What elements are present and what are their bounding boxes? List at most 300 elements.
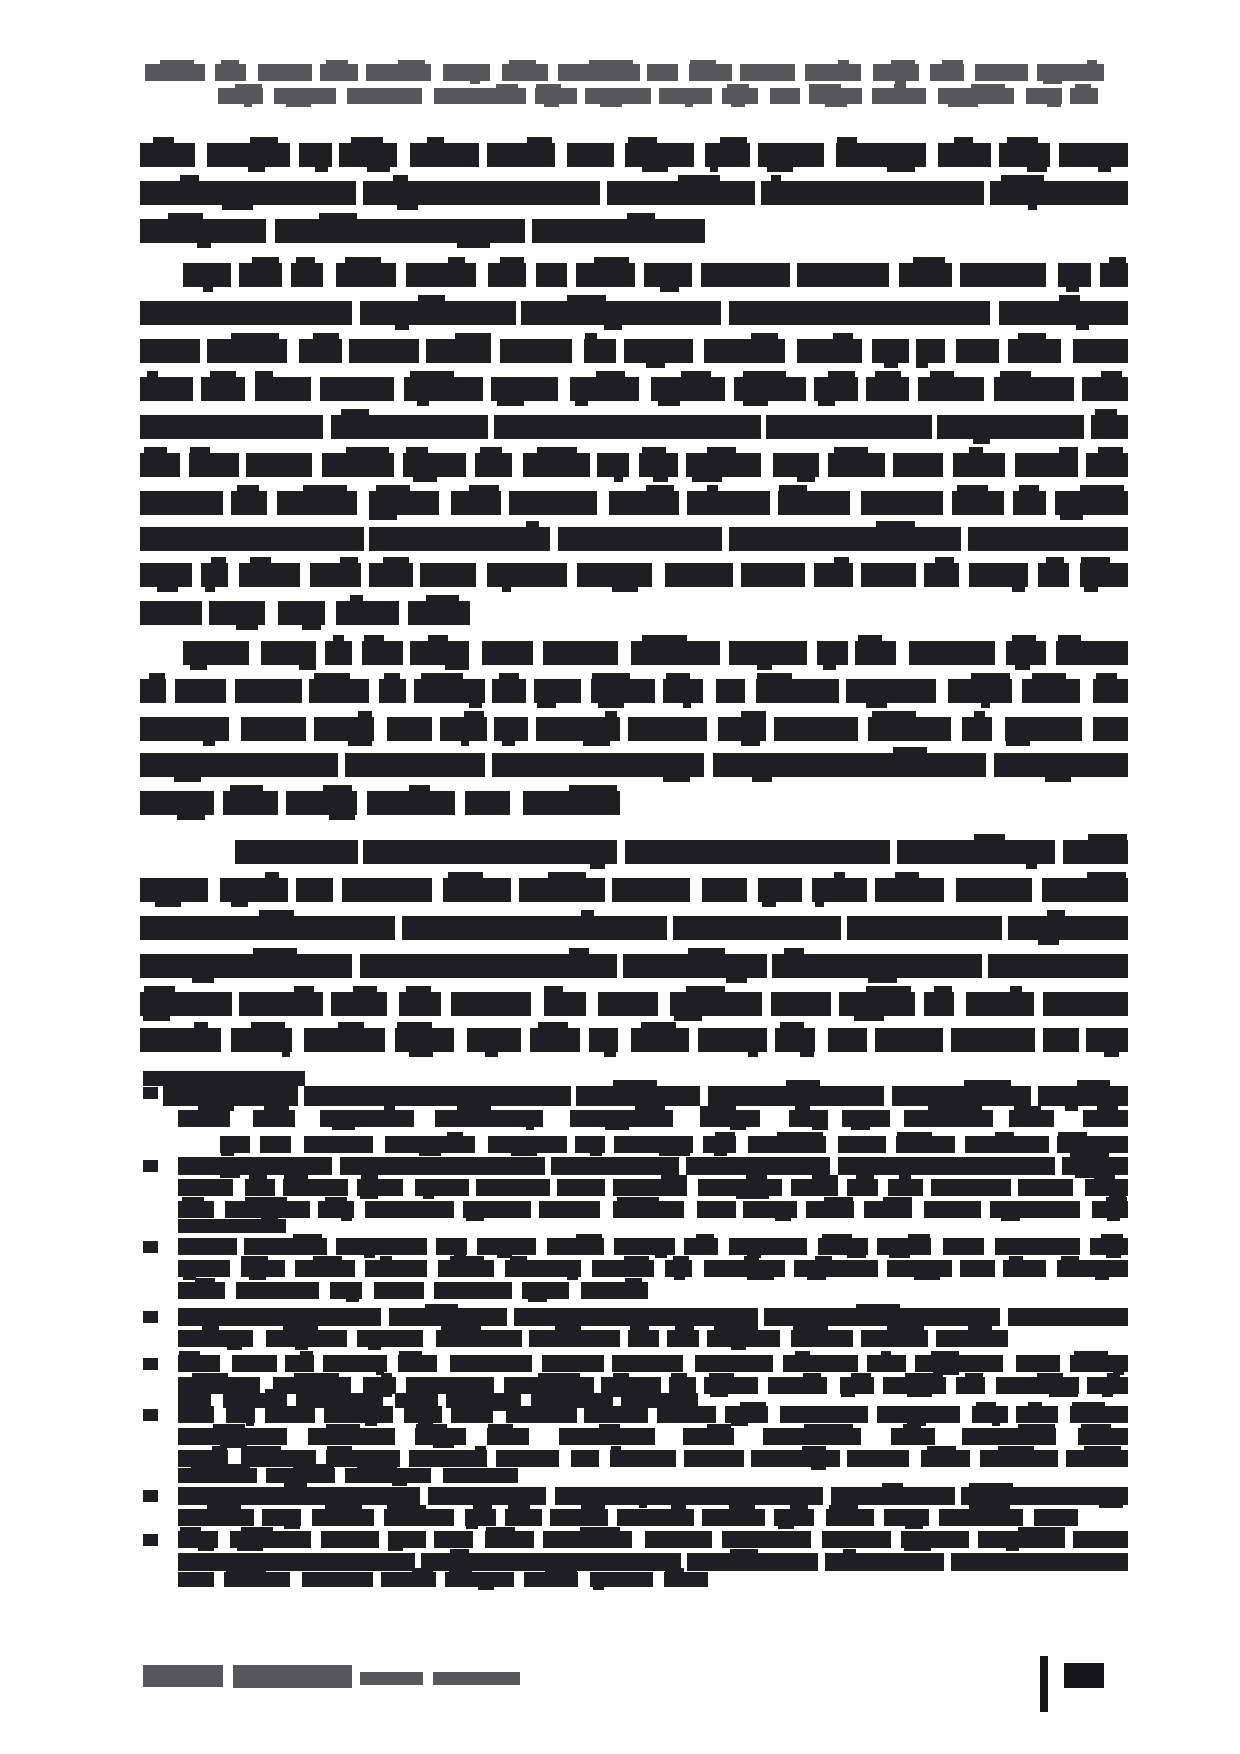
ascender-bump xyxy=(252,257,278,263)
ascender-bump xyxy=(1000,371,1031,377)
ascender-bump xyxy=(283,1326,318,1330)
redacted-word xyxy=(244,1238,327,1255)
redacted-word xyxy=(805,64,862,81)
ascender-bump xyxy=(1095,409,1117,415)
ascender-bump xyxy=(448,872,483,878)
descender-bump xyxy=(445,665,469,670)
ascender-bump xyxy=(455,333,491,339)
ascender-bump xyxy=(1012,635,1036,641)
redacted-word xyxy=(178,1179,233,1196)
redacted-word xyxy=(550,1509,607,1526)
descender-bump xyxy=(800,1052,814,1057)
descender-bump xyxy=(600,104,622,107)
redacted-word xyxy=(500,339,572,363)
redacted-word xyxy=(1005,717,1082,741)
redacted-word xyxy=(426,339,491,363)
redacted-word xyxy=(840,1377,874,1394)
redacted-word xyxy=(140,219,266,243)
descender-bump xyxy=(190,665,208,670)
ascender-bump xyxy=(666,673,690,679)
ascender-bump xyxy=(418,295,445,301)
ascender-bump xyxy=(346,447,389,453)
redacted-word xyxy=(178,1572,214,1587)
redacted-word xyxy=(496,1450,560,1467)
redacted-word xyxy=(365,1201,454,1218)
redacted-word xyxy=(931,1179,1011,1196)
redacted-word xyxy=(628,1330,659,1347)
redacted-word xyxy=(467,1028,522,1052)
ascender-bump xyxy=(585,333,597,339)
redacted-word xyxy=(274,88,337,104)
descender-bump xyxy=(295,1347,308,1350)
redacted-word xyxy=(363,181,600,205)
footnote-text-line xyxy=(178,1219,286,1233)
ascender-bump xyxy=(1018,333,1046,339)
ascender-bump xyxy=(231,333,279,339)
ascender-bump xyxy=(387,1505,426,1509)
redacted-word xyxy=(713,753,986,777)
redacted-word xyxy=(140,878,208,902)
page-number-rule xyxy=(1040,1656,1048,1712)
descender-bump xyxy=(302,625,321,630)
descender-bump xyxy=(904,1548,931,1551)
redacted-word xyxy=(435,1110,542,1127)
ascender-bump xyxy=(771,175,781,181)
redacted-word xyxy=(402,916,667,940)
redacted-word xyxy=(178,1330,253,1347)
ascender-bump xyxy=(954,137,973,143)
redacted-word xyxy=(236,1282,318,1299)
ascender-bump xyxy=(1061,1256,1079,1260)
redacted-word xyxy=(768,1377,827,1394)
redacted-word xyxy=(1026,88,1061,104)
redacted-word xyxy=(304,1136,373,1153)
redacted-word xyxy=(365,1260,427,1277)
ascender-bump xyxy=(496,84,518,88)
ascender-bump xyxy=(1109,257,1126,263)
redacted-word xyxy=(729,1238,807,1255)
descender-bump xyxy=(244,104,252,107)
redacted-word xyxy=(1058,263,1091,287)
descender-bump xyxy=(612,587,638,592)
descender-bump xyxy=(143,1016,170,1021)
ascender-bump xyxy=(942,60,963,64)
redacted-word xyxy=(1016,1406,1058,1423)
descender-bump xyxy=(246,1423,254,1426)
redacted-word xyxy=(178,1260,230,1277)
ascender-bump xyxy=(1084,1446,1121,1450)
descender-bump xyxy=(1006,741,1031,746)
redacted-word xyxy=(291,263,323,287)
redacted-word xyxy=(828,1028,867,1052)
ascender-bump xyxy=(264,1106,289,1110)
redacted-word xyxy=(178,1157,332,1175)
redacted-word xyxy=(543,1531,633,1548)
ascender-bump xyxy=(1107,1373,1120,1377)
redacted-word xyxy=(320,1110,414,1127)
ascender-bump xyxy=(851,1373,871,1377)
ascender-bump xyxy=(779,485,808,491)
redacted-word xyxy=(231,1028,292,1052)
descender-bump xyxy=(221,1153,233,1156)
ascender-bump xyxy=(897,1132,932,1136)
ascender-bump xyxy=(333,635,344,641)
redacted-word xyxy=(434,1282,512,1299)
redacted-word xyxy=(1100,263,1128,287)
ascender-bump xyxy=(969,447,983,453)
redacted-word xyxy=(336,1238,427,1255)
redacted-word xyxy=(302,1572,372,1587)
ascender-bump xyxy=(881,1351,891,1355)
redacted-word xyxy=(990,181,1128,205)
redacted-word xyxy=(838,1136,886,1153)
descender-bump xyxy=(659,1153,691,1156)
redacted-word xyxy=(1086,1028,1128,1052)
ascender-bump xyxy=(537,447,577,453)
ascender-bump xyxy=(341,409,368,415)
redacted-word xyxy=(797,263,889,287)
redacted-word xyxy=(178,1110,230,1127)
redacted-word xyxy=(758,878,802,902)
redacted-word xyxy=(704,1260,785,1277)
descender-bump xyxy=(663,777,690,782)
ascender-bump xyxy=(876,521,915,527)
redacted-word xyxy=(734,377,806,401)
descender-bump xyxy=(811,1467,826,1470)
descender-bump xyxy=(470,81,479,84)
redacted-word xyxy=(1008,916,1128,940)
body-text-line xyxy=(183,263,1128,287)
redacted-word xyxy=(577,563,652,587)
ascender-bump xyxy=(428,635,448,641)
ascender-bump xyxy=(567,295,607,301)
descender-bump xyxy=(973,439,990,444)
redacted-word xyxy=(888,1179,923,1196)
ascender-bump xyxy=(611,1446,621,1450)
redacted-word xyxy=(485,1531,534,1548)
redacted-word xyxy=(707,1330,780,1347)
redacted-word xyxy=(299,143,331,167)
redacted-word xyxy=(937,415,1084,439)
descender-bump xyxy=(868,978,896,983)
ascender-bump xyxy=(802,1446,826,1450)
redacted-word xyxy=(175,679,226,703)
redacted-word xyxy=(1093,679,1128,703)
redacted-word xyxy=(817,641,849,665)
ascender-bump xyxy=(743,371,786,377)
redacted-word xyxy=(812,878,867,902)
redacted-word xyxy=(434,1531,473,1548)
ascender-bump xyxy=(425,1304,458,1308)
ascender-bump xyxy=(1047,910,1066,916)
redacted-word xyxy=(404,377,483,401)
redacted-word xyxy=(239,563,299,587)
redacted-word xyxy=(847,1179,878,1196)
ascender-bump xyxy=(409,785,430,791)
ascender-bump xyxy=(538,1373,580,1377)
redacted-word xyxy=(783,1355,857,1372)
redacted-word xyxy=(476,1179,550,1196)
redacted-word xyxy=(369,491,439,515)
ascender-bump xyxy=(326,60,349,64)
footnote-text-line xyxy=(178,1238,1128,1255)
footnote-text-line xyxy=(220,1136,1128,1153)
descender-bump xyxy=(767,167,793,172)
ascender-bump xyxy=(1101,1234,1124,1238)
ascender-bump xyxy=(1087,872,1126,878)
redacted-word xyxy=(230,1531,311,1548)
redacted-word xyxy=(140,1028,221,1052)
descender-bump xyxy=(714,1153,727,1156)
descender-bump xyxy=(315,167,328,172)
redacted-word xyxy=(509,491,596,515)
redacted-word xyxy=(791,1179,838,1196)
redacted-word xyxy=(277,491,357,515)
redacted-word xyxy=(266,1468,335,1483)
redacted-word xyxy=(567,143,614,167)
redacted-word xyxy=(663,679,703,703)
redacted-word xyxy=(904,1110,992,1127)
redacted-word xyxy=(1043,1028,1079,1052)
redacted-word xyxy=(614,1238,675,1255)
endnotes-heading xyxy=(143,1071,305,1086)
ascender-bump xyxy=(168,213,203,219)
redacted-word xyxy=(995,1238,1080,1255)
descender-bump xyxy=(854,1016,884,1021)
redacted-word xyxy=(494,717,527,741)
redacted-word xyxy=(763,1428,861,1445)
ascender-bump xyxy=(527,137,553,143)
body-text-line xyxy=(140,339,1128,363)
redacted-word xyxy=(1038,563,1069,587)
redacted-word xyxy=(312,1509,374,1526)
ascender-bump xyxy=(599,1424,620,1428)
descender-bump xyxy=(981,703,991,708)
redacted-word xyxy=(684,1238,719,1255)
descender-bump xyxy=(198,1548,214,1551)
redacted-word xyxy=(938,88,1014,104)
ascender-bump xyxy=(833,333,853,339)
descender-bump xyxy=(368,1347,381,1350)
redacted-word xyxy=(363,840,617,864)
redacted-word xyxy=(774,1509,814,1526)
redacted-word xyxy=(877,1406,960,1423)
redacted-word xyxy=(1016,1355,1060,1372)
ascender-bump xyxy=(361,1175,378,1179)
redacted-word xyxy=(825,1553,944,1571)
redacted-word xyxy=(883,1377,946,1394)
redacted-word xyxy=(938,143,991,167)
redacted-word xyxy=(839,992,915,1016)
redacted-word xyxy=(729,301,990,325)
redacted-word xyxy=(999,143,1050,167)
redacted-word xyxy=(494,415,761,439)
ascender-bump xyxy=(412,1568,433,1572)
redacted-word xyxy=(345,1468,431,1483)
redacted-word xyxy=(1059,143,1128,167)
body-text-line xyxy=(140,878,1128,902)
descender-bump xyxy=(220,1175,241,1178)
ascender-bump xyxy=(935,557,954,563)
redacted-word xyxy=(296,878,333,902)
ascender-bump xyxy=(249,1175,267,1179)
ascender-bump xyxy=(856,1304,900,1308)
ascender-bump xyxy=(971,673,1010,679)
descender-bump xyxy=(227,1347,242,1350)
footer-author-text xyxy=(233,1665,352,1688)
redacted-word xyxy=(260,1136,291,1153)
redacted-word xyxy=(592,1260,653,1277)
redacted-word xyxy=(220,878,288,902)
redacted-word xyxy=(404,1406,442,1423)
ascender-bump xyxy=(510,1256,527,1260)
redacted-word xyxy=(980,1450,1058,1467)
footnote-marker xyxy=(143,1087,158,1099)
redacted-word xyxy=(873,64,919,81)
ascender-bump xyxy=(380,1256,392,1260)
redacted-word xyxy=(140,791,214,815)
ascender-bump xyxy=(613,1373,628,1377)
footer-author-text xyxy=(360,1672,423,1685)
redacted-word xyxy=(231,491,267,515)
ascender-bump xyxy=(294,986,314,992)
footnote-text-line xyxy=(178,1428,1128,1445)
redacted-word xyxy=(770,88,801,104)
redacted-word xyxy=(539,1201,600,1218)
ascender-bump xyxy=(812,1175,838,1179)
redacted-word xyxy=(235,840,358,864)
redacted-word xyxy=(893,453,943,477)
redacted-word xyxy=(1070,88,1098,104)
ascender-bump xyxy=(500,257,523,263)
descender-bump xyxy=(1066,287,1079,292)
redacted-word xyxy=(797,339,862,363)
ascender-bump xyxy=(198,1106,225,1110)
descender-bump xyxy=(674,1277,685,1280)
redacted-word xyxy=(806,1201,854,1218)
ascender-bump xyxy=(194,1022,207,1028)
redacted-word xyxy=(403,453,467,477)
redacted-word xyxy=(534,679,581,703)
descender-bump xyxy=(1006,1548,1019,1551)
ascender-bump xyxy=(899,1175,911,1179)
ascender-bump xyxy=(399,1351,423,1355)
ascender-bump xyxy=(837,137,857,143)
descender-bump xyxy=(457,243,491,248)
ascender-bump xyxy=(834,872,846,878)
descender-bump xyxy=(397,205,418,210)
ascender-bump xyxy=(314,673,350,679)
redacted-word xyxy=(729,641,807,665)
footnote-text-line xyxy=(178,1487,1128,1505)
redacted-word xyxy=(943,1238,984,1255)
ascender-bump xyxy=(383,557,409,563)
redacted-word xyxy=(347,88,422,104)
redacted-word xyxy=(962,1428,1056,1445)
redacted-word xyxy=(273,1377,351,1394)
redacted-word xyxy=(948,679,1013,703)
redacted-word xyxy=(278,601,325,625)
descender-bump xyxy=(174,777,201,782)
redacted-word xyxy=(559,1428,655,1445)
redacted-word xyxy=(482,641,533,665)
redacted-word xyxy=(487,1428,529,1445)
ascender-bump xyxy=(284,1483,307,1487)
descender-bump xyxy=(605,1127,629,1130)
redacted-word xyxy=(523,453,590,477)
descender-bump xyxy=(192,978,214,983)
redacted-word xyxy=(285,1355,314,1372)
redacted-word xyxy=(740,64,795,81)
body-text-line xyxy=(140,679,1128,703)
redacted-word xyxy=(491,377,558,401)
descender-bump xyxy=(461,741,469,746)
redacted-word xyxy=(529,1330,620,1347)
redacted-word xyxy=(625,840,889,864)
descender-bump xyxy=(332,1127,355,1130)
descender-bump xyxy=(736,1196,769,1199)
redacted-word xyxy=(772,954,983,978)
redacted-word xyxy=(872,88,926,104)
redacted-word xyxy=(463,1201,532,1218)
descender-bump xyxy=(203,741,215,746)
redacted-word xyxy=(218,88,263,104)
redacted-word xyxy=(445,1572,514,1587)
redacted-word xyxy=(921,1450,970,1467)
ascender-bump xyxy=(995,1132,1013,1136)
ascender-bump xyxy=(569,785,617,791)
ascender-bump xyxy=(569,948,589,954)
redacted-word xyxy=(701,263,790,287)
redacted-word xyxy=(524,1572,578,1587)
ascender-bump xyxy=(538,1022,568,1028)
ascender-bump xyxy=(730,1549,758,1553)
redacted-word xyxy=(558,527,722,551)
redacted-word xyxy=(791,1330,853,1347)
descender-bump xyxy=(205,587,216,592)
ascender-bump xyxy=(447,1132,463,1136)
redacted-word xyxy=(398,1355,438,1372)
redacted-word xyxy=(451,491,501,515)
descender-bump xyxy=(183,1277,195,1280)
redacted-word xyxy=(861,563,916,587)
descender-bump xyxy=(1038,940,1058,945)
footnote-text-line xyxy=(178,1468,518,1483)
descender-bump xyxy=(604,325,622,330)
redacted-word xyxy=(624,339,693,363)
redacted-word xyxy=(521,301,720,325)
redacted-word xyxy=(598,992,658,1016)
ascender-bump xyxy=(838,60,850,64)
redacted-word xyxy=(702,878,746,902)
ascender-bump xyxy=(480,447,502,453)
redacted-word xyxy=(623,954,767,978)
descender-bump xyxy=(815,902,824,907)
redacted-word xyxy=(178,1219,286,1233)
descender-bump xyxy=(360,1196,378,1199)
descender-bump xyxy=(1049,1394,1078,1397)
descender-bump xyxy=(1102,1394,1112,1397)
descender-bump xyxy=(466,1526,478,1529)
redacted-word xyxy=(331,415,488,439)
redacted-word xyxy=(1062,1157,1128,1175)
redacted-word xyxy=(584,1406,647,1423)
redacted-word xyxy=(363,1377,396,1394)
ascender-bump xyxy=(202,1326,219,1330)
descender-bump xyxy=(1026,864,1037,869)
redacted-word xyxy=(818,1238,868,1255)
ascender-bump xyxy=(190,1402,209,1406)
